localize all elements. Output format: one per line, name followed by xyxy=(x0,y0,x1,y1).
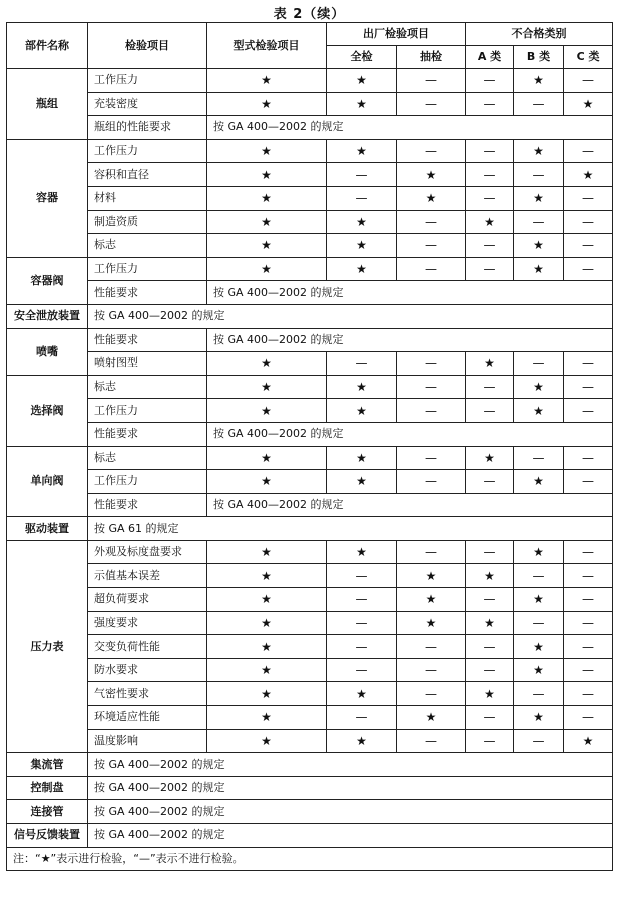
class-c-mark-dash: — xyxy=(564,658,613,682)
class-b-mark-star: ★ xyxy=(514,399,564,423)
class-c-mark-dash: — xyxy=(564,564,613,588)
class-c-mark-dash: — xyxy=(564,540,613,564)
full-check-mark-star: ★ xyxy=(327,682,397,706)
inspection-item: 示值基本误差 xyxy=(88,564,207,588)
header-item: 检验项目 xyxy=(88,23,207,69)
type-test-mark-star: ★ xyxy=(207,564,327,588)
inspection-item: 强度要求 xyxy=(88,611,207,635)
full-check-mark-star: ★ xyxy=(327,729,397,753)
type-test-mark-star: ★ xyxy=(207,706,327,730)
class-b-mark-dash: — xyxy=(514,352,564,376)
class-c-mark-dash: — xyxy=(564,69,613,93)
inspection-item: 喷射图型 xyxy=(88,352,207,376)
full-check-mark-star: ★ xyxy=(327,257,397,281)
header-nonconform: 不合格类别 xyxy=(466,23,613,46)
class-c-mark-dash: — xyxy=(564,234,613,258)
table-row xyxy=(7,234,613,258)
class-b-mark-dash: — xyxy=(514,163,564,187)
class-c-mark-dash: — xyxy=(564,635,613,659)
class-c-mark-dash: — xyxy=(564,399,613,423)
class-a-mark-dash: — xyxy=(466,186,514,210)
table-row xyxy=(7,281,613,305)
type-test-mark-star: ★ xyxy=(207,139,327,163)
type-test-mark-star: ★ xyxy=(207,658,327,682)
header-type-test: 型式检验项目 xyxy=(207,23,327,69)
class-a-mark-dash: — xyxy=(466,658,514,682)
sample-check-mark-dash: — xyxy=(397,257,466,281)
type-test-mark-star: ★ xyxy=(207,186,327,210)
full-check-mark-star: ★ xyxy=(327,139,397,163)
table-body xyxy=(7,69,613,848)
table-row xyxy=(7,92,613,116)
type-test-mark-star: ★ xyxy=(207,69,327,93)
table-row xyxy=(7,375,613,399)
class-c-mark-dash: — xyxy=(564,446,613,470)
class-a-mark-dash: — xyxy=(466,540,514,564)
table-row xyxy=(7,611,613,635)
full-check-mark-star: ★ xyxy=(327,470,397,494)
requirement-text: 按 GA 400—2002 的规定 xyxy=(88,304,613,328)
table-row xyxy=(7,658,613,682)
table-row xyxy=(7,493,613,517)
inspection-item: 标志 xyxy=(88,446,207,470)
part-name: 容器 xyxy=(7,139,88,257)
part-name: 信号反馈装置 xyxy=(7,824,88,848)
table-row xyxy=(7,517,613,541)
full-check-mark-dash: — xyxy=(327,611,397,635)
class-b-mark-star: ★ xyxy=(514,375,564,399)
table-row xyxy=(7,328,613,352)
full-check-mark-dash: — xyxy=(327,186,397,210)
table-row xyxy=(7,682,613,706)
full-check-mark-star: ★ xyxy=(327,69,397,93)
full-check-mark-dash: — xyxy=(327,635,397,659)
table-row xyxy=(7,116,613,140)
class-c-mark-dash: — xyxy=(564,257,613,281)
class-b-mark-dash: — xyxy=(514,729,564,753)
table-title: 表 2（续） xyxy=(273,7,346,22)
part-name: 驱动装置 xyxy=(7,517,88,541)
class-a-mark-dash: — xyxy=(466,234,514,258)
table-row xyxy=(7,706,613,730)
sample-check-mark-star: ★ xyxy=(397,564,466,588)
class-a-mark-dash: — xyxy=(466,588,514,612)
class-b-mark-star: ★ xyxy=(514,257,564,281)
class-c-mark-star: ★ xyxy=(564,729,613,753)
class-b-mark-star: ★ xyxy=(514,69,564,93)
inspection-item: 充装密度 xyxy=(88,92,207,116)
class-b-mark-star: ★ xyxy=(514,706,564,730)
class-b-mark-dash: — xyxy=(514,564,564,588)
table-row xyxy=(7,399,613,423)
sample-check-mark-dash: — xyxy=(397,375,466,399)
sample-check-mark-dash: — xyxy=(397,352,466,376)
class-a-mark-dash: — xyxy=(466,729,514,753)
type-test-mark-star: ★ xyxy=(207,540,327,564)
full-check-mark-dash: — xyxy=(327,588,397,612)
class-b-mark-dash: — xyxy=(514,682,564,706)
inspection-item: 性能要求 xyxy=(88,493,207,517)
part-name: 容器阀 xyxy=(7,257,88,304)
class-c-mark-dash: — xyxy=(564,470,613,494)
full-check-mark-dash: — xyxy=(327,564,397,588)
sample-check-mark-dash: — xyxy=(397,234,466,258)
class-a-mark-dash: — xyxy=(466,470,514,494)
inspection-item: 标志 xyxy=(88,234,207,258)
table-row xyxy=(7,753,613,777)
class-a-mark-dash: — xyxy=(466,139,514,163)
sample-check-mark-dash: — xyxy=(397,682,466,706)
class-c-mark-dash: — xyxy=(564,588,613,612)
table-note: 注：“★”表示进行检验，“—”表示不进行检验。 xyxy=(7,847,613,870)
sample-check-mark-dash: — xyxy=(397,635,466,659)
type-test-mark-star: ★ xyxy=(207,92,327,116)
sample-check-mark-dash: — xyxy=(397,399,466,423)
sample-check-mark-dash: — xyxy=(397,92,466,116)
part-name: 压力表 xyxy=(7,540,88,752)
class-c-mark-dash: — xyxy=(564,186,613,210)
table-row xyxy=(7,446,613,470)
sample-check-mark-dash: — xyxy=(397,658,466,682)
table-row xyxy=(7,304,613,328)
class-c-mark-dash: — xyxy=(564,352,613,376)
full-check-mark-dash: — xyxy=(327,658,397,682)
class-a-mark-star: ★ xyxy=(466,564,514,588)
part-name: 喷嘴 xyxy=(7,328,88,375)
type-test-mark-star: ★ xyxy=(207,682,327,706)
inspection-item: 性能要求 xyxy=(88,328,207,352)
full-check-mark-star: ★ xyxy=(327,210,397,234)
full-check-mark-star: ★ xyxy=(327,399,397,423)
table-row xyxy=(7,139,613,163)
header-class-c: C 类 xyxy=(564,46,613,69)
sample-check-mark-dash: — xyxy=(397,69,466,93)
inspection-item: 容积和直径 xyxy=(88,163,207,187)
table-row xyxy=(7,564,613,588)
table-row xyxy=(7,257,613,281)
type-test-mark-star: ★ xyxy=(207,635,327,659)
inspection-item: 气密性要求 xyxy=(88,682,207,706)
inspection-item: 工作压力 xyxy=(88,139,207,163)
inspection-table xyxy=(6,22,613,871)
sample-check-mark-dash: — xyxy=(397,470,466,494)
header-full: 全检 xyxy=(327,46,397,69)
header-sample: 抽检 xyxy=(397,46,466,69)
header-factory: 出厂检验项目 xyxy=(327,23,466,46)
type-test-mark-star: ★ xyxy=(207,163,327,187)
sample-check-mark-star: ★ xyxy=(397,611,466,635)
sample-check-mark-dash: — xyxy=(397,210,466,234)
inspection-item: 工作压力 xyxy=(88,399,207,423)
inspection-item: 性能要求 xyxy=(88,281,207,305)
class-b-mark-star: ★ xyxy=(514,139,564,163)
table-row xyxy=(7,824,613,848)
requirement-text: 按 GA 400—2002 的规定 xyxy=(207,493,613,517)
part-name: 安全泄放装置 xyxy=(7,304,88,328)
class-c-mark-dash: — xyxy=(564,611,613,635)
class-b-mark-star: ★ xyxy=(514,588,564,612)
class-c-mark-dash: — xyxy=(564,139,613,163)
table-row xyxy=(7,588,613,612)
class-a-mark-dash: — xyxy=(466,399,514,423)
requirement-text: 按 GA 400—2002 的规定 xyxy=(88,776,613,800)
part-name: 选择阀 xyxy=(7,375,88,446)
class-a-mark-star: ★ xyxy=(466,210,514,234)
inspection-item: 瓶组的性能要求 xyxy=(88,116,207,140)
class-c-mark-dash: — xyxy=(564,706,613,730)
table-row xyxy=(7,352,613,376)
type-test-mark-star: ★ xyxy=(207,729,327,753)
inspection-item: 环境适应性能 xyxy=(88,706,207,730)
inspection-item: 超负荷要求 xyxy=(88,588,207,612)
inspection-item: 外观及标度盘要求 xyxy=(88,540,207,564)
table-row xyxy=(7,163,613,187)
table-row xyxy=(7,69,613,93)
class-a-mark-star: ★ xyxy=(466,352,514,376)
sample-check-mark-dash: — xyxy=(397,540,466,564)
full-check-mark-star: ★ xyxy=(327,540,397,564)
table-row xyxy=(7,729,613,753)
class-c-mark-dash: — xyxy=(564,682,613,706)
full-check-mark-dash: — xyxy=(327,352,397,376)
type-test-mark-star: ★ xyxy=(207,611,327,635)
class-b-mark-dash: — xyxy=(514,210,564,234)
full-check-mark-star: ★ xyxy=(327,446,397,470)
sample-check-mark-dash: — xyxy=(397,446,466,470)
sample-check-mark-star: ★ xyxy=(397,706,466,730)
inspection-item: 材料 xyxy=(88,186,207,210)
class-b-mark-star: ★ xyxy=(514,540,564,564)
table-row xyxy=(7,540,613,564)
full-check-mark-star: ★ xyxy=(327,92,397,116)
class-a-mark-dash: — xyxy=(466,375,514,399)
inspection-item: 温度影响 xyxy=(88,729,207,753)
part-name: 连接管 xyxy=(7,800,88,824)
requirement-text: 按 GA 400—2002 的规定 xyxy=(207,328,613,352)
requirement-text: 按 GA 400—2002 的规定 xyxy=(88,753,613,777)
sample-check-mark-star: ★ xyxy=(397,588,466,612)
class-a-mark-star: ★ xyxy=(466,682,514,706)
class-a-mark-dash: — xyxy=(466,257,514,281)
part-name: 集流管 xyxy=(7,753,88,777)
inspection-item: 工作压力 xyxy=(88,69,207,93)
part-name: 单向阀 xyxy=(7,446,88,517)
class-a-mark-dash: — xyxy=(466,706,514,730)
sample-check-mark-star: ★ xyxy=(397,186,466,210)
class-b-mark-dash: — xyxy=(514,446,564,470)
class-b-mark-star: ★ xyxy=(514,658,564,682)
type-test-mark-star: ★ xyxy=(207,257,327,281)
type-test-mark-star: ★ xyxy=(207,375,327,399)
inspection-item: 工作压力 xyxy=(88,257,207,281)
requirement-text: 按 GA 400—2002 的规定 xyxy=(207,422,613,446)
header-part: 部件名称 xyxy=(7,23,88,69)
class-b-mark-star: ★ xyxy=(514,234,564,258)
inspection-item: 交变负荷性能 xyxy=(88,635,207,659)
class-c-mark-star: ★ xyxy=(564,92,613,116)
part-name: 控制盘 xyxy=(7,776,88,800)
header-class-a: A 类 xyxy=(466,46,514,69)
class-c-mark-dash: — xyxy=(564,210,613,234)
table-row xyxy=(7,186,613,210)
inspection-item: 工作压力 xyxy=(88,470,207,494)
inspection-item: 标志 xyxy=(88,375,207,399)
full-check-mark-star: ★ xyxy=(327,375,397,399)
table-row xyxy=(7,470,613,494)
sample-check-mark-dash: — xyxy=(397,139,466,163)
class-b-mark-star: ★ xyxy=(514,470,564,494)
requirement-text: 按 GA 400—2002 的规定 xyxy=(88,824,613,848)
class-a-mark-dash: — xyxy=(466,163,514,187)
requirement-text: 按 GA 400—2002 的规定 xyxy=(88,800,613,824)
class-a-mark-star: ★ xyxy=(466,446,514,470)
type-test-mark-star: ★ xyxy=(207,470,327,494)
class-a-mark-dash: — xyxy=(466,635,514,659)
type-test-mark-star: ★ xyxy=(207,446,327,470)
class-a-mark-dash: — xyxy=(466,69,514,93)
sample-check-mark-dash: — xyxy=(397,729,466,753)
type-test-mark-star: ★ xyxy=(207,352,327,376)
type-test-mark-star: ★ xyxy=(207,588,327,612)
inspection-item: 防水要求 xyxy=(88,658,207,682)
class-a-mark-dash: — xyxy=(466,92,514,116)
type-test-mark-star: ★ xyxy=(207,210,327,234)
full-check-mark-dash: — xyxy=(327,706,397,730)
class-c-mark-dash: — xyxy=(564,375,613,399)
class-b-mark-star: ★ xyxy=(514,635,564,659)
inspection-item: 性能要求 xyxy=(88,422,207,446)
full-check-mark-dash: — xyxy=(327,163,397,187)
table-row xyxy=(7,635,613,659)
class-b-mark-dash: — xyxy=(514,611,564,635)
header-class-b: B 类 xyxy=(514,46,564,69)
requirement-text: 按 GA 400—2002 的规定 xyxy=(207,281,613,305)
type-test-mark-star: ★ xyxy=(207,234,327,258)
requirement-text: 按 GA 61 的规定 xyxy=(88,517,613,541)
table-row xyxy=(7,776,613,800)
full-check-mark-star: ★ xyxy=(327,234,397,258)
sample-check-mark-star: ★ xyxy=(397,163,466,187)
class-b-mark-star: ★ xyxy=(514,186,564,210)
class-a-mark-star: ★ xyxy=(466,611,514,635)
inspection-item: 制造资质 xyxy=(88,210,207,234)
part-name: 瓶组 xyxy=(7,69,88,140)
requirement-text: 按 GA 400—2002 的规定 xyxy=(207,116,613,140)
class-c-mark-star: ★ xyxy=(564,163,613,187)
table-row xyxy=(7,800,613,824)
table-row xyxy=(7,422,613,446)
type-test-mark-star: ★ xyxy=(207,399,327,423)
class-b-mark-dash: — xyxy=(514,92,564,116)
table-row xyxy=(7,210,613,234)
